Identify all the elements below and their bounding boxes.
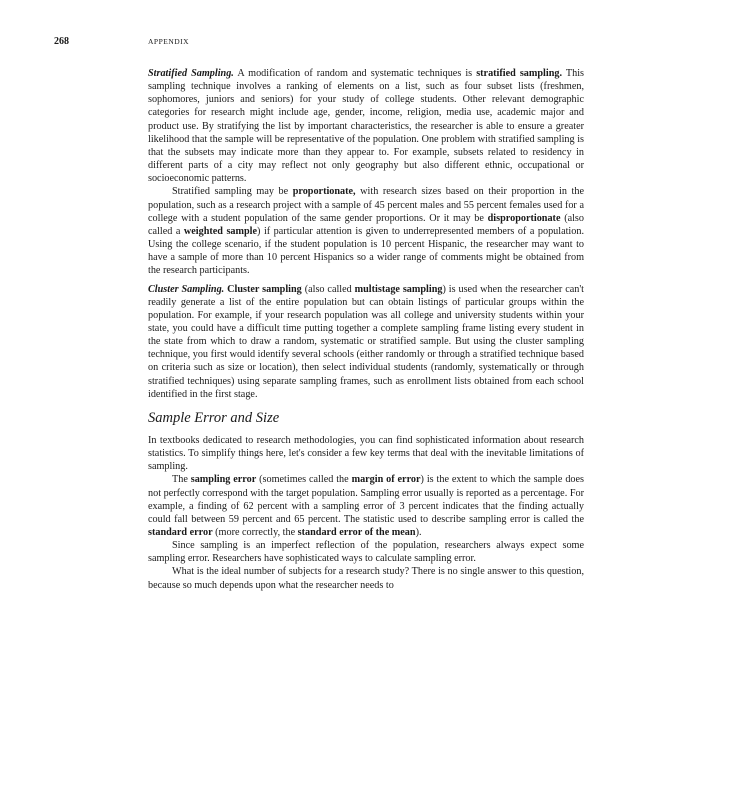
- term-weighted-sample: weighted sample: [183, 225, 258, 237]
- page-body: [148, 67, 584, 592]
- term-cluster-sampling: Cluster sampling: [227, 283, 302, 295]
- term-proportionate: proportionate,: [292, 186, 356, 198]
- term-margin-of-error: margin of error: [351, 474, 421, 486]
- sample-error-paragraph-3: Since sampling is an imperfect reflection of the population, researchers always expect some sampling error. Researchers have sophisticated ways to calculate sampling error.: [148, 540, 584, 565]
- cluster-sampling-heading: Cluster Sampling.: [148, 283, 225, 295]
- sample-error-paragraph-4: What is the ideal number of subjects for a research study? There is no single answer to this question, because so much depends upon what the researcher needs to: [148, 566, 584, 591]
- cluster-paragraph: Cluster Sampling. Cluster sampling (also called multistage sampling) is used when the researcher can't readily generate a list of the entire population but can obtain listings of particular groups within the population. For example, if your research population was all college and university students within your state, you could have a difficult time putting together a complete sampling frame listing every student in the state from which to draw a random, systematic or stratified sample. But using the cluster sampling technique, you first would identify several schools (either randomly or through a stratified technique based on criteria such as size or location), then select individual students (randomly, systematically or through stratified techniques) using separate sampling frames, such as enrollment lists obtained from each school identified in the first stage.: [148, 283, 585, 400]
- term-standard-error: standard error: [148, 527, 213, 538]
- term-stratified-sampling: stratified sampling.: [476, 68, 563, 79]
- sample-error-paragraph-1: In textbooks dedicated to research methodologies, you can find sophisticated information about research statistics. To simplify things here, let's consider a few key terms that deal with the inevitable limitations of sampling.: [148, 434, 584, 473]
- page-number: 268: [54, 36, 69, 47]
- term-standard-error-of-the-mean: standard error of the mean: [297, 527, 416, 538]
- running-head: APPENDIX: [148, 37, 190, 46]
- term-disproportionate: disproportionate: [487, 212, 561, 224]
- term-sampling-error: sampling error: [190, 474, 257, 486]
- stratified-paragraph-2: Stratified sampling may be proportionate, with research sizes based on their proportion in the population, such as a research project with a sample of 45 percent males and 55 percent females used for a college with a student population of the same gender proportions. Or it may be disproportionate (also called a weighted sample) if particular attention is given to underrepresented members of a population. Using the college scenario, if the student population is 10 percent Hispanic, the researcher may want to have a sample of more than 10 percent Hispanics so a wider range of comments might be obtained from the research participants.: [148, 186, 584, 277]
- stratified-sampling-heading: Stratified Sampling.: [148, 68, 234, 79]
- sample-error-paragraph-2: The sampling error (sometimes called the margin of error) is the extent to which the sample does not perfectly correspond with the target population. Sampling error usually is reported as a percentage. For example, a finding of 62 percent with a sampling error of 3 percent indicates that the finding actually could fall between 59 percent and 65 percent. The statistic used to describe sampling error is called the standard error (more correctly, the standard error of the mean).: [148, 474, 585, 538]
- term-multistage-sampling: multistage sampling: [354, 283, 443, 295]
- page-header: [54, 36, 614, 50]
- sample-error-section-heading: Sample Error and Size: [148, 409, 280, 426]
- stratified-paragraph-1: Stratified Sampling. A modification of random and systematic techniques is stratified sampling. This sampling technique involves a ranking of elements on a list, such as four subset lists (freshmen, sophomores, juniors and seniors) for your study of college students. Other relevant demographic categories for research might include age, gender, income, religion, media use, academic major and product use. By stratifying the list by important characteristics, the researcher is able to ensure a greater likelihood that the sample will be representative of the population. One problem with stratified sampling is that the subsets may indicate more than they appear to. For example, subsets related to residency in different parts of a city may reflect not only geography but also different ethnic, occupational or socioeconomic patterns.: [148, 68, 584, 185]
